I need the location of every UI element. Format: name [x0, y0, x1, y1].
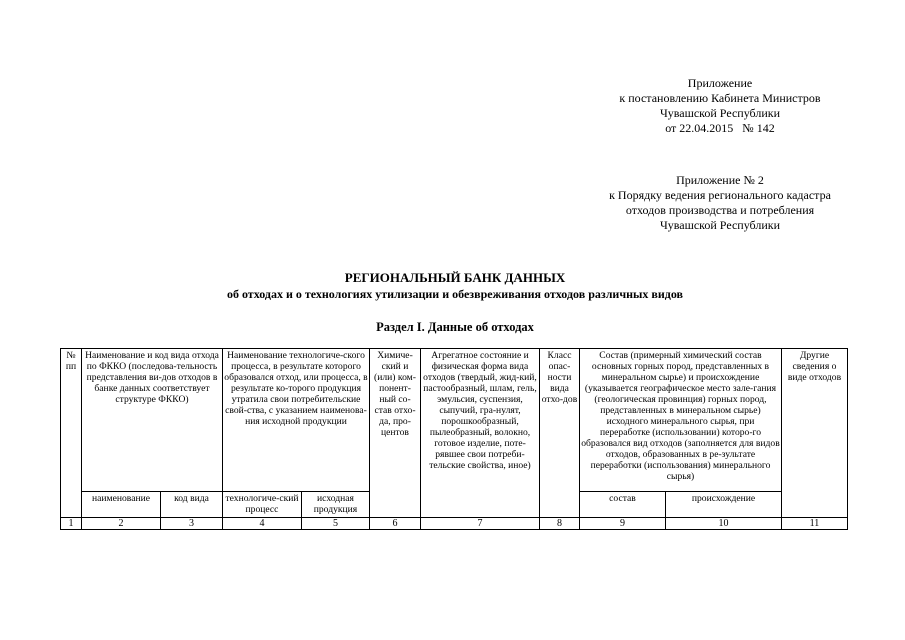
column-number: 5 [302, 518, 370, 530]
header-waste-name-code: Наименование и код вида отхода по ФККО (последова-тельность представления ви-дов отходов в банке данных соответствует структуре ФККО) [82, 349, 223, 492]
table-header-row [61, 349, 848, 492]
section-title: Раздел I. Данные об отходах [376, 320, 534, 334]
column-number: 8 [540, 518, 580, 530]
document-title: РЕГИОНАЛЬНЫЙ БАНК ДАННЫХ [344, 270, 566, 285]
column-number: 9 [580, 518, 666, 530]
annex2-line3: отходов производства и потребления [625, 203, 815, 217]
subheader-code: код вида [161, 492, 223, 518]
column-number: 2 [82, 518, 161, 530]
header-chemical-composition: Химиче-ский и (или) ком-понент-ный со-став отхо-да, про-центов [370, 349, 421, 518]
header-aggregate-state: Агрегатное состояние и физическая форма вида отходов (твердый, жид-кий, пастообразный, шлам, гель, эмульсия, суспензия, сыпучий, гра-нулят, порошкообразный, пылеобразный, волокно, готовое изделие, поте-рявшее свои потреби-тельские свойства, иное) [421, 349, 540, 518]
annex2-line2: к Порядку ведения регионального кадастра [609, 188, 831, 202]
column-number-row [61, 518, 848, 530]
column-number: 1 [61, 518, 82, 530]
annex1-line1: Приложение [687, 76, 753, 90]
header-other-info: Другие сведения о виде отходов [782, 349, 848, 518]
header-number: № пп [61, 349, 82, 518]
annex-header-2 [560, 173, 880, 233]
subheader-process: технологиче-ский процесс [223, 492, 302, 518]
column-number: 3 [161, 518, 223, 530]
annex2-line4: Чувашской Республики [659, 218, 781, 232]
document-subtitle: об отходах и о технологиях утилизации и обезвреживания отходов различных видов [226, 287, 684, 301]
header-raw-material: Состав (примерный химический состав основных горных пород, представленных в минеральном сырье) и происхождение (указывается географическое место зале-гания (геологическая провинция) горных пород, представленных в минеральном сырье) исходного минерального сырья, при переработке (использовании) которо-го образовался вид отходов (заполняется для видов отходов, образованных в ре-зультате переработки (использования) минерального сырья) [580, 349, 782, 492]
annex1-line2: к постановлению Кабинета Министров [619, 91, 821, 105]
subheader-product: исходная продукция [302, 492, 370, 518]
header-hazard-class: Класс опас-ности вида отхо-дов [540, 349, 580, 518]
annex-header-1 [560, 76, 880, 136]
subheader-composition: состав [580, 492, 666, 518]
column-number: 7 [421, 518, 540, 530]
column-number: 11 [782, 518, 848, 530]
header-process: Наименование технологиче-ского процесса, в результате которого образовался отход, или процесса, в результате ко-торого продукция утратила свои потребительские свой-ства, с указанием наименова-ния исходной продукции [223, 349, 370, 492]
subheader-name: наименование [82, 492, 161, 518]
column-number: 10 [666, 518, 782, 530]
annex1-line4: от 22.04.2015 № 142 [665, 121, 775, 135]
waste-data-table [60, 348, 848, 530]
column-number: 4 [223, 518, 302, 530]
subheader-origin: происхождение [666, 492, 782, 518]
annex2-line1: Приложение № 2 [676, 173, 764, 187]
annex1-line3: Чувашской Республики [659, 106, 781, 120]
column-number: 6 [370, 518, 421, 530]
